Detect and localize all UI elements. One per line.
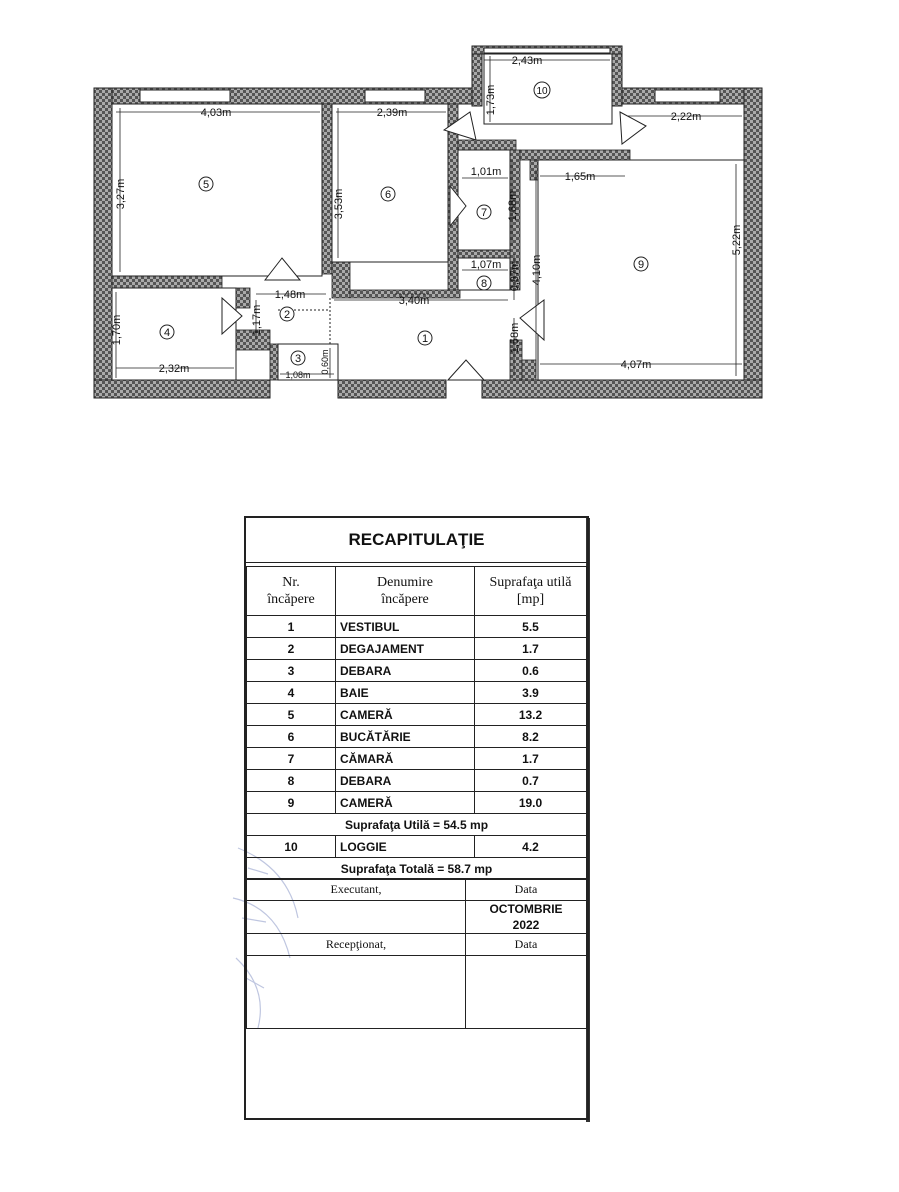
svg-text:5: 5 bbox=[202, 179, 210, 191]
row-nr: 4 bbox=[247, 682, 336, 704]
table-row bbox=[247, 660, 587, 682]
date-value: OCTOMBRIE 2022 bbox=[466, 901, 587, 934]
dim-label: 0,60m bbox=[320, 349, 330, 375]
dim-label: 1,73m bbox=[485, 84, 497, 116]
dim-label: 3,53m bbox=[333, 188, 345, 220]
interior-walls bbox=[112, 104, 630, 380]
dim-label: 2,43m bbox=[511, 55, 543, 67]
row-area: 3.9 bbox=[475, 682, 587, 704]
svg-text:4: 4 bbox=[163, 327, 171, 339]
room-marker bbox=[477, 276, 491, 290]
room-marker bbox=[634, 257, 648, 271]
grand-total: Suprafaţa Totală = 58.7 mp bbox=[247, 858, 587, 880]
executant-label: Executant, bbox=[247, 879, 466, 901]
row-area: 5.5 bbox=[475, 616, 587, 638]
room-marker bbox=[477, 205, 491, 219]
table-row bbox=[247, 770, 587, 792]
useful-total-row bbox=[247, 814, 587, 836]
row-area: 1.7 bbox=[475, 748, 587, 770]
row-name: CAMERĂ bbox=[336, 792, 475, 814]
dim-label: 1,58m bbox=[509, 322, 521, 354]
dim-label: 1,65m bbox=[564, 171, 596, 183]
dim-label: 0,87m bbox=[509, 260, 521, 292]
receptionat-date-area bbox=[466, 956, 587, 1029]
svg-text:1: 1 bbox=[421, 333, 429, 345]
room-marker bbox=[280, 307, 294, 321]
date-label-2: Data bbox=[466, 934, 587, 956]
receptionat-body-row bbox=[247, 956, 587, 1029]
row-nr: 1 bbox=[247, 616, 336, 638]
table-row bbox=[247, 638, 587, 660]
row-area: 19.0 bbox=[475, 792, 587, 814]
row-name: CAMERĂ bbox=[336, 704, 475, 726]
row-nr: 7 bbox=[247, 748, 336, 770]
room-marker bbox=[534, 82, 550, 98]
dim-label: 3,27m bbox=[115, 178, 127, 210]
date-label-1: Data bbox=[466, 879, 587, 901]
executant-header-row bbox=[247, 879, 587, 901]
receptionat-signature-area bbox=[247, 956, 466, 1029]
dim-label: 1,70m bbox=[111, 314, 123, 346]
row-nr: 10 bbox=[247, 836, 336, 858]
table-header-row bbox=[247, 567, 587, 616]
row-area: 0.6 bbox=[475, 660, 587, 682]
recap-table bbox=[246, 566, 587, 880]
dim-label: 2,32m bbox=[158, 363, 190, 375]
row-area: 0.7 bbox=[475, 770, 587, 792]
room-marker bbox=[160, 325, 174, 339]
dim-label: 1,68m bbox=[507, 190, 519, 222]
table-row bbox=[247, 748, 587, 770]
svg-text:8: 8 bbox=[480, 278, 488, 290]
table-row bbox=[247, 704, 587, 726]
row-nr: 3 bbox=[247, 660, 336, 682]
room-rows bbox=[247, 616, 587, 814]
grand-total-row bbox=[247, 858, 587, 880]
svg-text:3: 3 bbox=[294, 353, 302, 365]
row-area: 8.2 bbox=[475, 726, 587, 748]
row-name: DEBARA bbox=[336, 660, 475, 682]
dim-label: 4,07m bbox=[620, 359, 652, 371]
svg-text:6: 6 bbox=[384, 189, 392, 201]
svg-text:9: 9 bbox=[637, 259, 645, 271]
dim-label: 1,48m bbox=[274, 289, 306, 301]
receptionat-header-row bbox=[247, 934, 587, 956]
floor-plan bbox=[0, 0, 899, 420]
table-row bbox=[247, 682, 587, 704]
row-nr: 9 bbox=[247, 792, 336, 814]
receptionat-label: Recepţionat, bbox=[247, 934, 466, 956]
row-name: BAIE bbox=[336, 682, 475, 704]
dim-label: 1,07m bbox=[470, 259, 502, 271]
dim-label: 1,17m bbox=[251, 304, 263, 336]
table-row bbox=[247, 792, 587, 814]
executant-body-row bbox=[247, 901, 587, 934]
svg-text:7: 7 bbox=[480, 207, 488, 219]
table-row bbox=[247, 726, 587, 748]
useful-total: Suprafaţa Utilă = 54.5 mp bbox=[247, 814, 587, 836]
row-nr: 6 bbox=[247, 726, 336, 748]
dim-label: 4,03m bbox=[200, 107, 232, 119]
row-name: BUCĂTĂRIE bbox=[336, 726, 475, 748]
row-nr: 2 bbox=[247, 638, 336, 660]
room-marker bbox=[291, 351, 305, 365]
row-area: 4.2 bbox=[475, 836, 587, 858]
row-name: CĂMARĂ bbox=[336, 748, 475, 770]
executant-signature-area bbox=[247, 901, 466, 934]
dim-label: 2,39m bbox=[376, 107, 408, 119]
row-name: DEBARA bbox=[336, 770, 475, 792]
recap-title: RECAPITULAŢIE bbox=[246, 518, 587, 563]
dim-label: 4,10m bbox=[531, 254, 543, 286]
signature-table bbox=[246, 878, 587, 1029]
recap-sheet bbox=[244, 516, 589, 1120]
svg-text:10: 10 bbox=[536, 86, 548, 97]
dim-label: 5,22m bbox=[731, 224, 743, 256]
header-name: Denumire încăpere bbox=[336, 567, 475, 616]
header-area: Suprafaţa utilă [mp] bbox=[475, 567, 587, 616]
table-row bbox=[247, 616, 587, 638]
dim-label: 3,40m bbox=[398, 295, 430, 307]
dim-label: 2,22m bbox=[670, 111, 702, 123]
svg-text:2: 2 bbox=[283, 309, 291, 321]
row-area: 1.7 bbox=[475, 638, 587, 660]
room-marker bbox=[199, 177, 213, 191]
row-area: 13.2 bbox=[475, 704, 587, 726]
room-marker bbox=[418, 331, 432, 345]
row-name: DEGAJAMENT bbox=[336, 638, 475, 660]
row-nr: 5 bbox=[247, 704, 336, 726]
header-nr: Nr. încăpere bbox=[247, 567, 336, 616]
row-nr: 8 bbox=[247, 770, 336, 792]
room-marker bbox=[381, 187, 395, 201]
row-name: VESTIBUL bbox=[336, 616, 475, 638]
dim-label: 1,01m bbox=[470, 166, 502, 178]
table-row bbox=[247, 836, 587, 858]
row-name: LOGGIE bbox=[336, 836, 475, 858]
dim-label: 1,08m bbox=[285, 370, 311, 380]
